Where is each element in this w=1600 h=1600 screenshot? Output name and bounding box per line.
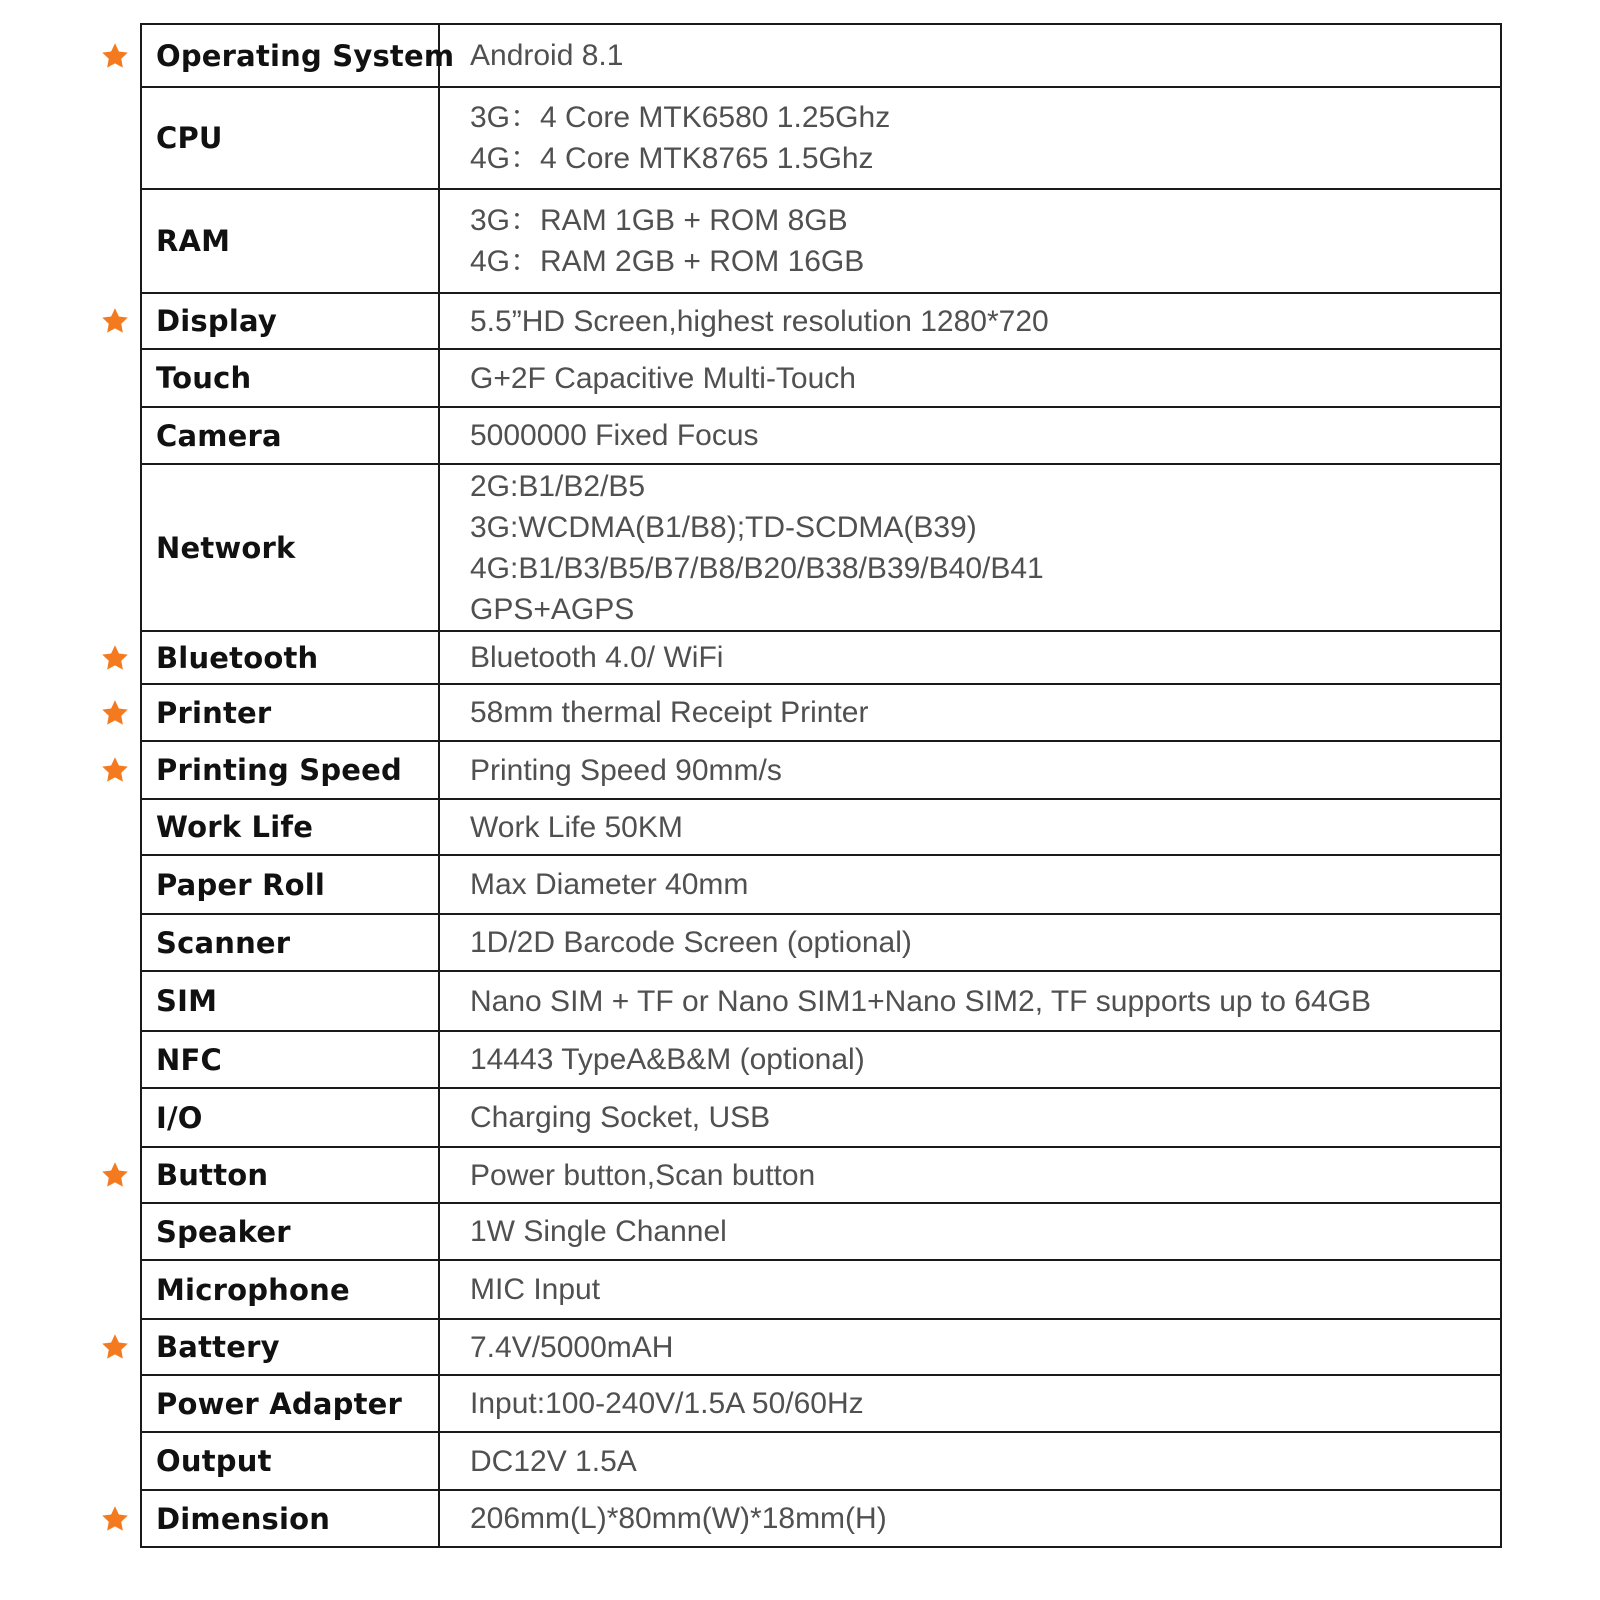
spec-label-cell [141, 464, 439, 631]
spec-label: Battery [156, 1330, 280, 1364]
spec-value: 3G：4 Core MTK6580 1.25Ghz [470, 101, 891, 134]
spec-row [141, 349, 1501, 407]
spec-value-cell [439, 1375, 1501, 1432]
spec-value-cell [439, 855, 1501, 914]
spec-label-cell [141, 407, 439, 464]
spec-label: Scanner [156, 925, 291, 960]
spec-label: Printer [156, 695, 272, 730]
spec-value-cell [439, 684, 1501, 741]
spec-label-cell [141, 631, 439, 684]
spec-row [141, 407, 1501, 464]
spec-label-cell [141, 1319, 439, 1375]
spec-label-cell [141, 1260, 439, 1319]
spec-value-cell [439, 24, 1501, 87]
spec-value: 14443 TypeA&B&M (optional) [470, 1043, 865, 1076]
spec-row [141, 1432, 1501, 1490]
spec-label: Speaker [156, 1214, 291, 1249]
spec-value-cell [439, 1490, 1501, 1547]
spec-label-cell [141, 1490, 439, 1547]
spec-label-cell [141, 684, 439, 741]
spec-value: 5.5”HD Screen,highest resolution 1280*720 [470, 304, 1049, 338]
spec-value-cell [439, 914, 1501, 971]
spec-row [141, 293, 1501, 349]
spec-value: Bluetooth 4.0/ WiFi [470, 641, 724, 674]
spec-row [141, 1319, 1501, 1375]
spec-row [141, 914, 1501, 971]
spec-label-cell [141, 24, 455, 87]
spec-label-cell [141, 914, 439, 971]
spec-row [141, 1203, 1501, 1260]
spec-value-cell [439, 407, 1501, 464]
spec-value: 2G:B1/B2/B5 [470, 469, 646, 503]
spec-value-cell [439, 1203, 1501, 1260]
spec-row [141, 855, 1501, 914]
spec-label-cell [141, 1432, 439, 1490]
spec-value: DC12V 1.5A [470, 1444, 637, 1478]
spec-row [141, 464, 1501, 631]
spec-value: Charging Socket, USB [470, 1101, 771, 1134]
spec-label: RAM [156, 224, 231, 258]
spec-row [141, 1147, 1501, 1203]
spec-label-cell [141, 1147, 439, 1203]
spec-label: Printing Speed [156, 753, 402, 787]
star-icon [100, 698, 130, 728]
spec-label-cell [141, 855, 439, 914]
spec-row [141, 1031, 1501, 1088]
spec-label: CPU [156, 121, 223, 155]
spec-value: 4G：RAM 2GB + ROM 16GB [470, 245, 865, 278]
spec-value: 4G:B1/B3/B5/B7/B8/B20/B38/B39/B40/B41 [470, 551, 1044, 585]
spec-label: Display [156, 304, 277, 338]
star-icon [100, 306, 130, 336]
spec-row [141, 24, 1501, 87]
spec-value: Android 8.1 [470, 39, 624, 72]
spec-row [141, 631, 1501, 684]
spec-value: 1D/2D Barcode Screen (optional) [470, 926, 912, 959]
spec-value-cell [439, 741, 1501, 799]
spec-value: 58mm thermal Receipt Printer [470, 696, 869, 729]
spec-value: 5000000 Fixed Focus [470, 419, 759, 452]
spec-value-cell [439, 1260, 1501, 1319]
spec-label: Microphone [156, 1272, 350, 1307]
spec-value: 3G：RAM 1GB + ROM 8GB [470, 204, 848, 237]
spec-label-cell [141, 1031, 439, 1088]
star-icon [100, 643, 130, 673]
spec-value: 1W Single Channel [470, 1215, 727, 1248]
spec-value: Printing Speed 90mm/s [470, 753, 782, 787]
spec-label-cell [141, 741, 439, 799]
spec-value-cell [439, 1147, 1501, 1203]
spec-value: 4G：4 Core MTK8765 1.5Ghz [470, 142, 874, 175]
spec-value-cell [439, 189, 1501, 293]
spec-label-cell [141, 293, 439, 349]
spec-label: I/O [156, 1100, 203, 1135]
star-icon [100, 1332, 130, 1362]
spec-label-cell [141, 87, 439, 189]
star-icon [100, 1504, 130, 1534]
spec-row [141, 1088, 1501, 1147]
spec-value: Power button,Scan button [470, 1158, 816, 1192]
spec-value-cell [439, 87, 1501, 189]
star-icon [100, 41, 130, 71]
spec-row [141, 1375, 1501, 1432]
spec-label: Camera [156, 418, 282, 453]
spec-row [141, 1260, 1501, 1319]
spec-label: Operating System [156, 38, 455, 73]
spec-value: GPS+AGPS [470, 592, 635, 626]
spec-row [141, 87, 1501, 189]
spec-value: Work Life 50KM [470, 810, 683, 844]
spec-table [140, 23, 1502, 1548]
spec-value: 7.4V/5000mAH [470, 1330, 674, 1364]
spec-value-cell [439, 1031, 1501, 1088]
spec-label: Button [156, 1158, 269, 1192]
spec-label: Network [156, 530, 296, 565]
spec-value-cell [439, 349, 1501, 407]
spec-value-cell [439, 1319, 1501, 1375]
spec-value-cell [439, 1088, 1501, 1147]
spec-value-cell [439, 971, 1501, 1031]
spec-row [141, 684, 1501, 741]
spec-value: Nano SIM + TF or Nano SIM1+Nano SIM2, TF supports up to 64GB [470, 984, 1371, 1018]
spec-value: Input:100-240V/1.5A 50/60Hz [470, 1387, 864, 1420]
spec-label-cell [141, 799, 439, 855]
star-icon [100, 755, 130, 785]
spec-row [141, 799, 1501, 855]
star-icon [100, 1160, 130, 1190]
spec-label: Dimension [156, 1501, 331, 1536]
spec-label: Power Adapter [156, 1386, 402, 1421]
spec-row [141, 189, 1501, 293]
spec-value: Max Diameter 40mm [470, 868, 749, 901]
spec-label: Work Life [156, 810, 314, 844]
spec-row [141, 741, 1501, 799]
spec-row [141, 1490, 1501, 1547]
spec-label: Touch [156, 361, 252, 395]
spec-row [141, 971, 1501, 1031]
spec-value: MIC Input [470, 1273, 601, 1306]
spec-value-cell [439, 1432, 1501, 1490]
spec-label: Output [156, 1444, 272, 1478]
spec-label-cell [141, 189, 439, 293]
spec-value-cell [439, 631, 1501, 684]
spec-label-cell [141, 1088, 439, 1147]
spec-value-cell [439, 464, 1501, 631]
spec-label: Bluetooth [156, 640, 319, 675]
spec-label: Paper Roll [156, 867, 326, 902]
spec-value: G+2F Capacitive Multi-Touch [470, 361, 856, 395]
spec-label-cell [141, 1203, 439, 1260]
spec-label-cell [141, 1375, 439, 1432]
spec-value: 3G:WCDMA(B1/B8);TD-SCDMA(B39) [470, 510, 977, 544]
spec-value-cell [439, 293, 1501, 349]
spec-label: SIM [156, 984, 218, 1018]
spec-label-cell [141, 971, 439, 1031]
spec-value-cell [439, 799, 1501, 855]
spec-label: NFC [156, 1042, 222, 1077]
spec-value: 206mm(L)*80mm(W)*18mm(H) [470, 1502, 887, 1535]
spec-table-body [141, 24, 1501, 1547]
spec-label-cell [141, 349, 439, 407]
